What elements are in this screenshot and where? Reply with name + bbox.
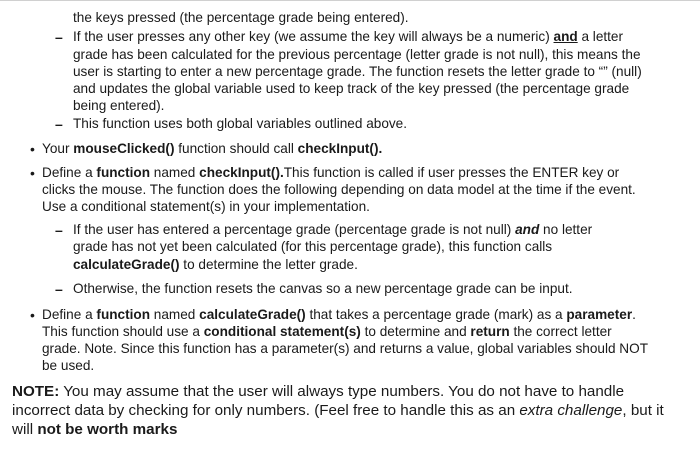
check-input-line-3: Use a conditional statement(s) in your implementation.	[42, 199, 370, 214]
and-emphasis: and	[515, 222, 540, 237]
other-key-line-3: user is starting to enter a new percentage grade. The function resets the letter grade to “” (null)	[73, 64, 642, 79]
top-border	[0, 0, 700, 1]
calculate-line-1: If the user has entered a percentage grade (percentage grade is not null) and no letter	[73, 222, 593, 237]
continuation-text: the keys pressed (the percentage grade being entered).	[73, 10, 409, 25]
otherwise-line: Otherwise, the function resets the canvas so a new percentage grade can be input.	[73, 281, 573, 296]
calculate-grade-line-1: Define a function named calculateGrade() that takes a percentage grade (mark) as a parameter.	[42, 307, 636, 322]
calculate-grade-line-2: This function should use a conditional statement(s) to determine and return the correct letter	[42, 324, 612, 339]
other-key-line-5: being entered).	[73, 98, 165, 113]
calculate-grade-line-3: grade. Note. Since this function has a parameter(s) and returns a value, global variables should NOT	[42, 341, 648, 356]
dash-marker: –	[55, 281, 63, 297]
calculate-line-3: calculateGrade() to determine the letter grade.	[73, 257, 358, 272]
note-label: NOTE:	[12, 383, 60, 400]
other-key-line-2: grade has been calculated for the previous percentage (letter grade is not null), this means the	[73, 47, 641, 62]
dash-marker: –	[55, 222, 63, 238]
bullet-marker: •	[30, 141, 35, 157]
check-input-line-1: Define a function named checkInput().This function is called if user presses the ENTER key or	[42, 165, 620, 180]
globals-line: This function uses both global variables outlined above.	[73, 116, 408, 131]
note-line-3: will not be worth marks	[12, 421, 178, 438]
mouse-clicked-line: Your mouseClicked() function should call checkInput().	[42, 141, 383, 156]
continuation-line	[73, 9, 409, 27]
note-line-2: incorrect data by checking for only numbers. (Feel free to handle this as an extra challenge, but it	[12, 402, 664, 419]
check-input-line-2: clicks the mouse. The function does the following depending on data model at the time if the event.	[42, 182, 636, 197]
dash-marker: –	[55, 29, 63, 45]
calculate-line-2: grade has not yet been calculated (for this percentage grade), this function calls	[73, 239, 553, 254]
bullet-marker: •	[30, 307, 35, 323]
and-emphasis: and	[553, 29, 578, 44]
bullet-marker: •	[30, 165, 35, 181]
calculate-grade-line-4: be used.	[42, 358, 95, 373]
other-key-line-1: If the user presses any other key (we assume the key will always be a numeric) and a letter	[73, 29, 624, 44]
dash-marker: –	[55, 116, 63, 132]
other-key-line-4: and updates the global variable used to keep track of the key pressed (the percentage grade	[73, 81, 630, 96]
note-line-1: NOTE: You may assume that the user will always type numbers. You do not have to handle	[12, 383, 625, 400]
